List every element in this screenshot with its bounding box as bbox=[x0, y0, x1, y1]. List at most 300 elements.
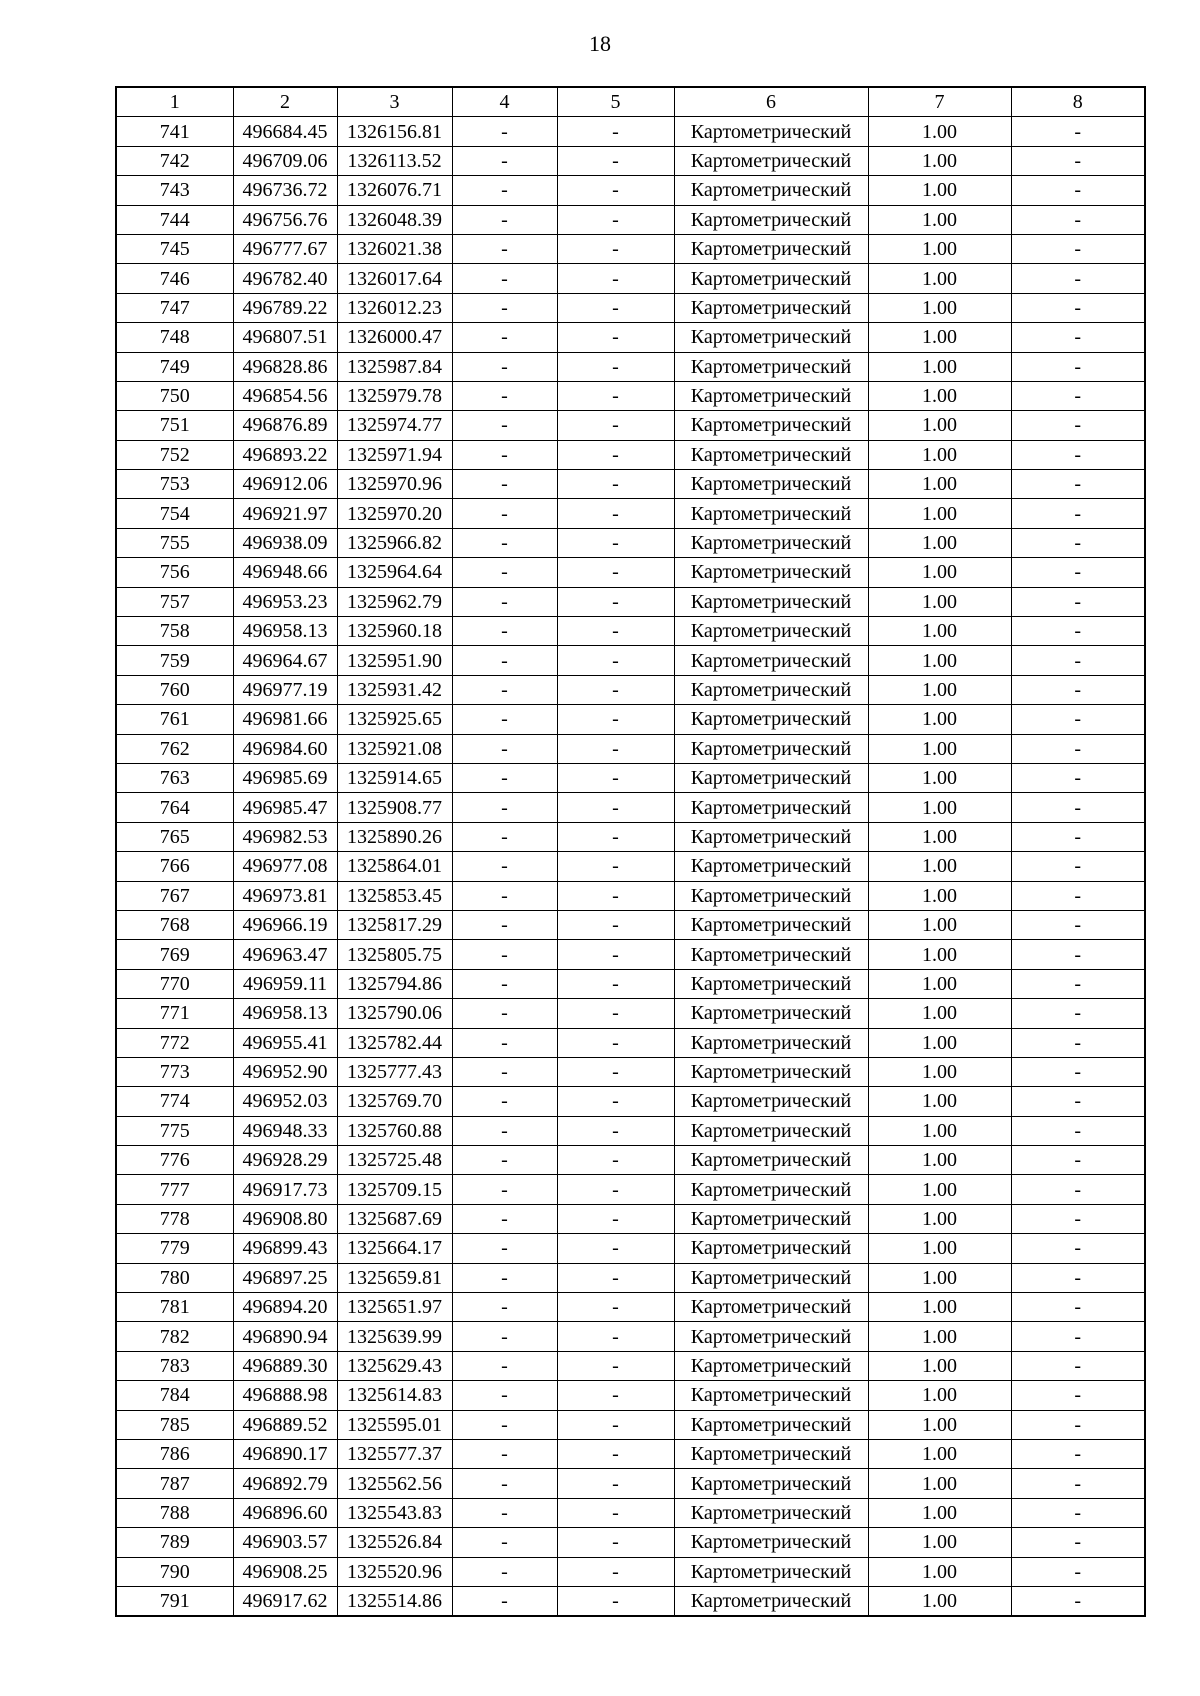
table-cell: 496890.17 bbox=[233, 1439, 337, 1468]
table-cell: - bbox=[452, 1057, 557, 1086]
table-cell: Картометрический bbox=[674, 1263, 868, 1292]
table-cell: 496973.81 bbox=[233, 881, 337, 910]
table-cell: 1325709.15 bbox=[337, 1175, 452, 1204]
table-cell: - bbox=[1011, 1381, 1145, 1410]
table-cell: - bbox=[557, 1146, 674, 1175]
table-cell: 1.00 bbox=[868, 617, 1011, 646]
table-cell: - bbox=[452, 411, 557, 440]
table-cell: - bbox=[452, 1116, 557, 1145]
table-row bbox=[116, 411, 1145, 440]
table-cell: - bbox=[1011, 1498, 1145, 1527]
column-header: 5 bbox=[557, 87, 674, 117]
table-cell: 496938.09 bbox=[233, 528, 337, 557]
table-cell: 741 bbox=[116, 117, 233, 146]
page-number: 18 bbox=[589, 31, 611, 56]
table-cell: 496985.47 bbox=[233, 793, 337, 822]
table-cell: - bbox=[452, 1469, 557, 1498]
table-cell: 1325966.82 bbox=[337, 528, 452, 557]
table-cell: 496958.13 bbox=[233, 617, 337, 646]
table-cell: 496828.86 bbox=[233, 352, 337, 381]
table-row bbox=[116, 234, 1145, 263]
table-cell: - bbox=[452, 705, 557, 734]
table-cell: 1.00 bbox=[868, 352, 1011, 381]
table-cell: Картометрический bbox=[674, 1498, 868, 1527]
table-cell: Картометрический bbox=[674, 411, 868, 440]
table-cell: 1325817.29 bbox=[337, 910, 452, 939]
table-cell: - bbox=[1011, 1293, 1145, 1322]
table-row bbox=[116, 881, 1145, 910]
table-cell: - bbox=[1011, 940, 1145, 969]
table-cell: - bbox=[452, 1528, 557, 1557]
table-cell: - bbox=[452, 1498, 557, 1527]
table-cell: 1325853.45 bbox=[337, 881, 452, 910]
table-cell: - bbox=[452, 440, 557, 469]
table-cell: - bbox=[1011, 1322, 1145, 1351]
table-cell: 783 bbox=[116, 1351, 233, 1380]
table-cell: - bbox=[452, 1439, 557, 1468]
table-cell: 775 bbox=[116, 1116, 233, 1145]
table-cell: 496782.40 bbox=[233, 264, 337, 293]
table-cell: 1.00 bbox=[868, 117, 1011, 146]
table-cell: 1325970.96 bbox=[337, 470, 452, 499]
table-cell: 496756.76 bbox=[233, 205, 337, 234]
table-cell: - bbox=[1011, 146, 1145, 175]
table-cell: - bbox=[1011, 1351, 1145, 1380]
table-cell: - bbox=[1011, 1469, 1145, 1498]
table-cell: 754 bbox=[116, 499, 233, 528]
table-cell: - bbox=[452, 1234, 557, 1263]
table-cell: 496952.03 bbox=[233, 1087, 337, 1116]
table-cell: 1.00 bbox=[868, 763, 1011, 792]
table-cell: Картометрический bbox=[674, 587, 868, 616]
table-cell: - bbox=[557, 1116, 674, 1145]
table-cell: - bbox=[452, 1351, 557, 1380]
table-cell: Картометрический bbox=[674, 1381, 868, 1410]
table-cell: - bbox=[557, 1087, 674, 1116]
table-cell: 770 bbox=[116, 969, 233, 998]
table-cell: 1.00 bbox=[868, 1498, 1011, 1527]
table-cell: Картометрический bbox=[674, 1322, 868, 1351]
table-cell: - bbox=[557, 1057, 674, 1086]
table-cell: 779 bbox=[116, 1234, 233, 1263]
table-cell: 781 bbox=[116, 1293, 233, 1322]
table-cell: 1325805.75 bbox=[337, 940, 452, 969]
table-cell: Картометрический bbox=[674, 264, 868, 293]
table-cell: 767 bbox=[116, 881, 233, 910]
table-cell: - bbox=[452, 352, 557, 381]
table-cell: - bbox=[1011, 1234, 1145, 1263]
table-cell: 1.00 bbox=[868, 940, 1011, 969]
table-cell: 1325664.17 bbox=[337, 1234, 452, 1263]
table-cell: - bbox=[557, 205, 674, 234]
table-cell: 765 bbox=[116, 822, 233, 851]
table-cell: - bbox=[452, 1263, 557, 1292]
table-cell: 764 bbox=[116, 793, 233, 822]
table-cell: 1325725.48 bbox=[337, 1146, 452, 1175]
table-cell: 778 bbox=[116, 1204, 233, 1233]
table-row bbox=[116, 675, 1145, 704]
table-cell: 1.00 bbox=[868, 558, 1011, 587]
table-cell: 496897.25 bbox=[233, 1263, 337, 1292]
table-cell: 496921.97 bbox=[233, 499, 337, 528]
table-cell: 750 bbox=[116, 381, 233, 410]
table-cell: - bbox=[1011, 293, 1145, 322]
table-cell: - bbox=[1011, 646, 1145, 675]
table-cell: 496684.45 bbox=[233, 117, 337, 146]
table-cell: - bbox=[1011, 1175, 1145, 1204]
table-cell: - bbox=[452, 1146, 557, 1175]
table-row bbox=[116, 558, 1145, 587]
table-row bbox=[116, 1322, 1145, 1351]
table-cell: 1325562.56 bbox=[337, 1469, 452, 1498]
table-row bbox=[116, 176, 1145, 205]
table-cell: - bbox=[1011, 234, 1145, 263]
table-cell: 1326076.71 bbox=[337, 176, 452, 205]
table-cell: 496959.11 bbox=[233, 969, 337, 998]
table-cell: 496964.67 bbox=[233, 646, 337, 675]
table-cell: 1325970.20 bbox=[337, 499, 452, 528]
table-cell: - bbox=[1011, 910, 1145, 939]
header-row bbox=[116, 87, 1145, 117]
table-cell: 1.00 bbox=[868, 146, 1011, 175]
table-cell: - bbox=[1011, 440, 1145, 469]
table-cell: 1325914.65 bbox=[337, 763, 452, 792]
table-cell: 1.00 bbox=[868, 1234, 1011, 1263]
table-cell: 1.00 bbox=[868, 587, 1011, 616]
table-cell: 759 bbox=[116, 646, 233, 675]
table-cell: 1.00 bbox=[868, 734, 1011, 763]
table-row bbox=[116, 381, 1145, 410]
table-cell: 1326048.39 bbox=[337, 205, 452, 234]
table-cell: - bbox=[452, 1087, 557, 1116]
table-row bbox=[116, 352, 1145, 381]
table-row bbox=[116, 969, 1145, 998]
table-cell: 1.00 bbox=[868, 1410, 1011, 1439]
table-cell: Картометрический bbox=[674, 999, 868, 1028]
column-header: 7 bbox=[868, 87, 1011, 117]
table-cell: 1.00 bbox=[868, 411, 1011, 440]
table-cell: - bbox=[557, 1263, 674, 1292]
table-cell: Картометрический bbox=[674, 381, 868, 410]
table-cell: 753 bbox=[116, 470, 233, 499]
table-cell: Картометрический bbox=[674, 940, 868, 969]
table-cell: 1325987.84 bbox=[337, 352, 452, 381]
table-cell: Картометрический bbox=[674, 234, 868, 263]
table-cell: 773 bbox=[116, 1057, 233, 1086]
table-cell: 1.00 bbox=[868, 969, 1011, 998]
table-cell: 768 bbox=[116, 910, 233, 939]
table-cell: 496894.20 bbox=[233, 1293, 337, 1322]
table-cell: 1.00 bbox=[868, 528, 1011, 557]
table-cell: - bbox=[1011, 411, 1145, 440]
table-cell: 496985.69 bbox=[233, 763, 337, 792]
table-cell: 496984.60 bbox=[233, 734, 337, 763]
table-cell: 1326000.47 bbox=[337, 323, 452, 352]
table-cell: 1.00 bbox=[868, 205, 1011, 234]
table-cell: - bbox=[557, 587, 674, 616]
table-cell: Картометрический bbox=[674, 1293, 868, 1322]
table-cell: - bbox=[557, 1557, 674, 1586]
table-cell: - bbox=[1011, 1263, 1145, 1292]
table-cell: Картометрический bbox=[674, 617, 868, 646]
table-cell: - bbox=[557, 293, 674, 322]
table-cell: - bbox=[1011, 558, 1145, 587]
table-cell: Картометрический bbox=[674, 1234, 868, 1263]
table-cell: Картометрический bbox=[674, 1175, 868, 1204]
table-cell: - bbox=[557, 411, 674, 440]
table-cell: 1.00 bbox=[868, 1586, 1011, 1616]
table-cell: - bbox=[557, 1204, 674, 1233]
table-cell: 774 bbox=[116, 1087, 233, 1116]
table-row bbox=[116, 617, 1145, 646]
table-cell: Картометрический bbox=[674, 705, 868, 734]
table-cell: - bbox=[557, 264, 674, 293]
table-row bbox=[116, 323, 1145, 352]
table-cell: 1.00 bbox=[868, 675, 1011, 704]
table-body bbox=[116, 117, 1145, 1616]
table-cell: Картометрический bbox=[674, 1439, 868, 1468]
table-cell: Картометрический bbox=[674, 558, 868, 587]
table-cell: Картометрический bbox=[674, 205, 868, 234]
table-row bbox=[116, 1204, 1145, 1233]
table-cell: Картометрический bbox=[674, 146, 868, 175]
table-cell: 760 bbox=[116, 675, 233, 704]
table-cell: - bbox=[1011, 793, 1145, 822]
table-cell: 769 bbox=[116, 940, 233, 969]
table-cell: 496896.60 bbox=[233, 1498, 337, 1527]
table-cell: - bbox=[1011, 470, 1145, 499]
table-row bbox=[116, 499, 1145, 528]
table-cell: 1326017.64 bbox=[337, 264, 452, 293]
table-cell: 1.00 bbox=[868, 1087, 1011, 1116]
table-cell: 747 bbox=[116, 293, 233, 322]
table-row bbox=[116, 528, 1145, 557]
table-cell: - bbox=[452, 1557, 557, 1586]
table-cell: 496908.80 bbox=[233, 1204, 337, 1233]
table-row bbox=[116, 999, 1145, 1028]
table-cell: Картометрический bbox=[674, 440, 868, 469]
table-row bbox=[116, 646, 1145, 675]
table-cell: 1.00 bbox=[868, 440, 1011, 469]
table-cell: 496955.41 bbox=[233, 1028, 337, 1057]
table-row bbox=[116, 1116, 1145, 1145]
table-row bbox=[116, 440, 1145, 469]
table-cell: 1325790.06 bbox=[337, 999, 452, 1028]
table-cell: - bbox=[557, 146, 674, 175]
table-cell: - bbox=[557, 910, 674, 939]
table-cell: - bbox=[452, 910, 557, 939]
table-cell: Картометрический bbox=[674, 470, 868, 499]
table-cell: - bbox=[452, 1028, 557, 1057]
table-cell: - bbox=[452, 117, 557, 146]
column-header: 4 bbox=[452, 87, 557, 117]
table-row bbox=[116, 1234, 1145, 1263]
table-cell: - bbox=[452, 470, 557, 499]
table-cell: - bbox=[452, 528, 557, 557]
table-cell: - bbox=[1011, 822, 1145, 851]
table-cell: - bbox=[557, 1028, 674, 1057]
table-cell: - bbox=[557, 1351, 674, 1380]
table-cell: 1326021.38 bbox=[337, 234, 452, 263]
column-header: 6 bbox=[674, 87, 868, 117]
table-cell: Картометрический bbox=[674, 1028, 868, 1057]
table-cell: 1325864.01 bbox=[337, 852, 452, 881]
table-cell: 743 bbox=[116, 176, 233, 205]
table-cell: - bbox=[1011, 881, 1145, 910]
table-cell: 496917.73 bbox=[233, 1175, 337, 1204]
table-cell: - bbox=[557, 1498, 674, 1527]
table-cell: 1.00 bbox=[868, 1469, 1011, 1498]
table-cell: 758 bbox=[116, 617, 233, 646]
table-row bbox=[116, 1263, 1145, 1292]
table-cell: 1325794.86 bbox=[337, 969, 452, 998]
table-cell: 496958.13 bbox=[233, 999, 337, 1028]
table-cell: - bbox=[557, 1528, 674, 1557]
table-cell: - bbox=[557, 470, 674, 499]
table-cell: 1325777.43 bbox=[337, 1057, 452, 1086]
table-cell: - bbox=[557, 1293, 674, 1322]
column-header: 1 bbox=[116, 87, 233, 117]
table-cell: 1325931.42 bbox=[337, 675, 452, 704]
table-cell: Картометрический bbox=[674, 1469, 868, 1498]
table-cell: - bbox=[452, 205, 557, 234]
table-cell: - bbox=[1011, 1586, 1145, 1616]
table-cell: - bbox=[1011, 176, 1145, 205]
table-cell: 1325651.97 bbox=[337, 1293, 452, 1322]
table-cell: - bbox=[557, 822, 674, 851]
table-cell: 496981.66 bbox=[233, 705, 337, 734]
table-cell: 772 bbox=[116, 1028, 233, 1057]
table-cell: - bbox=[1011, 705, 1145, 734]
table-cell: 784 bbox=[116, 1381, 233, 1410]
table-cell: Картометрический bbox=[674, 293, 868, 322]
table-cell: 761 bbox=[116, 705, 233, 734]
table-row bbox=[116, 293, 1145, 322]
table-cell: Картометрический bbox=[674, 176, 868, 205]
table-cell: Картометрический bbox=[674, 1087, 868, 1116]
table-row bbox=[116, 146, 1145, 175]
table-cell: - bbox=[1011, 1204, 1145, 1233]
column-header: 3 bbox=[337, 87, 452, 117]
table-cell: - bbox=[1011, 1528, 1145, 1557]
table-cell: - bbox=[452, 969, 557, 998]
table-cell: - bbox=[452, 617, 557, 646]
table-cell: - bbox=[557, 352, 674, 381]
table-row bbox=[116, 1381, 1145, 1410]
table-cell: - bbox=[1011, 763, 1145, 792]
table-cell: 1325520.96 bbox=[337, 1557, 452, 1586]
table-row bbox=[116, 1410, 1145, 1439]
table-cell: - bbox=[452, 1204, 557, 1233]
table-cell: - bbox=[452, 558, 557, 587]
table-cell: - bbox=[557, 234, 674, 263]
table-cell: - bbox=[452, 234, 557, 263]
table-cell: Картометрический bbox=[674, 1410, 868, 1439]
table-cell: - bbox=[1011, 969, 1145, 998]
table-cell: 1325526.84 bbox=[337, 1528, 452, 1557]
table-cell: - bbox=[452, 381, 557, 410]
table-cell: - bbox=[557, 499, 674, 528]
table-cell: - bbox=[452, 1175, 557, 1204]
table-cell: 496789.22 bbox=[233, 293, 337, 322]
table-cell: - bbox=[1011, 852, 1145, 881]
table-row bbox=[116, 734, 1145, 763]
table-cell: Картометрический bbox=[674, 1146, 868, 1175]
table-cell: 496948.33 bbox=[233, 1116, 337, 1145]
table-row bbox=[116, 705, 1145, 734]
table-cell: 1.00 bbox=[868, 705, 1011, 734]
table-row bbox=[116, 763, 1145, 792]
table-cell: - bbox=[557, 381, 674, 410]
table-cell: 1325760.88 bbox=[337, 1116, 452, 1145]
table-cell: - bbox=[1011, 734, 1145, 763]
table-cell: Картометрический bbox=[674, 881, 868, 910]
table-cell: 1.00 bbox=[868, 323, 1011, 352]
table-row bbox=[116, 1351, 1145, 1380]
table-cell: 496889.30 bbox=[233, 1351, 337, 1380]
table-cell: 1.00 bbox=[868, 176, 1011, 205]
table-cell: 1325908.77 bbox=[337, 793, 452, 822]
table-cell: 1326113.52 bbox=[337, 146, 452, 175]
table-cell: 1325925.65 bbox=[337, 705, 452, 734]
table-cell: Картометрический bbox=[674, 969, 868, 998]
table-cell: - bbox=[557, 617, 674, 646]
table-cell: 777 bbox=[116, 1175, 233, 1204]
table-cell: 496888.98 bbox=[233, 1381, 337, 1410]
table-cell: - bbox=[452, 646, 557, 675]
table-cell: 1.00 bbox=[868, 910, 1011, 939]
table-cell: Картометрический bbox=[674, 1057, 868, 1086]
table-cell: 496982.53 bbox=[233, 822, 337, 851]
table-cell: 1.00 bbox=[868, 1204, 1011, 1233]
table-cell: 742 bbox=[116, 146, 233, 175]
table-cell: - bbox=[1011, 205, 1145, 234]
table-cell: - bbox=[452, 793, 557, 822]
table-cell: - bbox=[557, 881, 674, 910]
table-cell: Картометрический bbox=[674, 117, 868, 146]
table-cell: Картометрический bbox=[674, 852, 868, 881]
table-cell: 496890.94 bbox=[233, 1322, 337, 1351]
table-cell: 496736.72 bbox=[233, 176, 337, 205]
table-row bbox=[116, 264, 1145, 293]
table-cell: 746 bbox=[116, 264, 233, 293]
table-cell: 1325687.69 bbox=[337, 1204, 452, 1233]
table-cell: Картометрический bbox=[674, 1586, 868, 1616]
table-cell: Картометрический bbox=[674, 763, 868, 792]
table-cell: 744 bbox=[116, 205, 233, 234]
table-cell: - bbox=[1011, 352, 1145, 381]
table-cell: - bbox=[557, 1381, 674, 1410]
table-cell: - bbox=[452, 675, 557, 704]
table-cell: - bbox=[1011, 617, 1145, 646]
table-cell: 1325577.37 bbox=[337, 1439, 452, 1468]
table-cell: Картометрический bbox=[674, 1528, 868, 1557]
table-cell: - bbox=[452, 1410, 557, 1439]
table-cell: 1326012.23 bbox=[337, 293, 452, 322]
table-cell: 1.00 bbox=[868, 1028, 1011, 1057]
table-cell: 496854.56 bbox=[233, 381, 337, 410]
table-cell: 1.00 bbox=[868, 499, 1011, 528]
table-cell: - bbox=[557, 1175, 674, 1204]
column-header: 2 bbox=[233, 87, 337, 117]
table-cell: 1.00 bbox=[868, 293, 1011, 322]
table-cell: Картометрический bbox=[674, 646, 868, 675]
table-cell: - bbox=[557, 852, 674, 881]
table-cell: Картометрический bbox=[674, 1204, 868, 1233]
table-cell: - bbox=[1011, 323, 1145, 352]
table-cell: 1.00 bbox=[868, 852, 1011, 881]
table-cell: - bbox=[1011, 264, 1145, 293]
